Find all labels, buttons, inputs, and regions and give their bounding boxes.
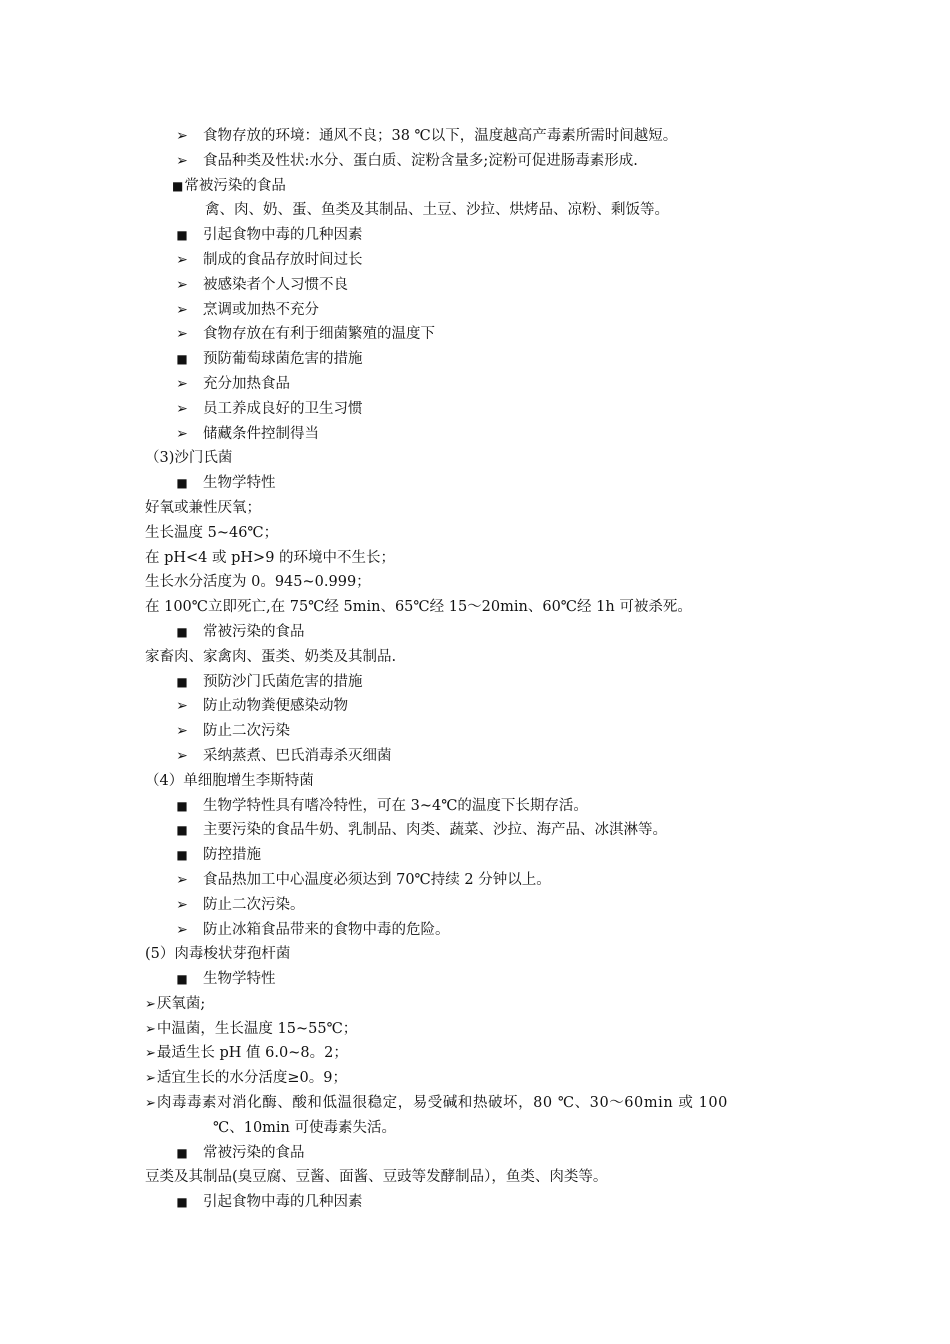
arrow-bullet-icon: ➢ [145, 1096, 156, 1112]
text-line [145, 1165, 815, 1190]
line-text: 厌氧菌; [156, 995, 206, 1012]
text-line [145, 1091, 815, 1116]
arrow-bullet-icon: ➢ [176, 400, 188, 417]
line-text: 肉毒毒素对消化酶、酸和低温很稳定，易受碱和热破坏，80 ℃、30～60min 或 100 [156, 1095, 728, 1112]
arrow-bullet-icon: ➢ [145, 1046, 156, 1062]
text-line [145, 918, 815, 943]
text-line [145, 298, 815, 323]
text-line [145, 992, 815, 1017]
square-bullet-icon: ■ [176, 352, 188, 367]
line-text: （4）单细胞增生李斯特菌 [145, 772, 314, 789]
arrow-bullet-icon: ➢ [176, 326, 188, 343]
arrow-bullet-icon: ➢ [176, 698, 188, 715]
line-text: 在 pH<4 或 pH>9 的环境中不生长； [145, 549, 396, 566]
line-text: 家畜肉、家禽肉、蛋类、奶类及其制品. [145, 648, 397, 665]
text-line [145, 893, 815, 918]
line-text: 常被污染的食品 [184, 177, 286, 194]
text-line [145, 521, 815, 546]
line-text: 防止二次污染 [203, 723, 290, 740]
line-text: 在 100℃立即死亡,在 75℃经 5min、65℃经 15～20min、60℃经 1h 可被杀死。 [145, 599, 692, 616]
line-text: 常被污染的食品 [203, 623, 305, 640]
arrow-bullet-icon: ➢ [176, 251, 188, 268]
line-text: ℃、10min 可使毒素失活。 [213, 1119, 397, 1136]
line-text: 豆类及其制品(臭豆腐、豆酱、面酱、豆豉等发酵制品），鱼类、肉类等。 [145, 1169, 608, 1186]
line-text: 生物学特性 [203, 971, 276, 988]
text-line [145, 794, 815, 819]
arrow-bullet-icon: ➢ [176, 128, 188, 144]
line-text: 生长水分活度为 0。945~0.999； [145, 574, 371, 591]
square-bullet-icon: ■ [176, 674, 188, 689]
text-line [145, 273, 815, 298]
line-text: 禽、肉、奶、蛋、鱼类及其制品、土豆、沙拉、烘烤品、凉粉、剩饭等。 [205, 202, 669, 219]
line-text: 食品热加工中心温度必须达到 70℃持续 2 分钟以上。 [203, 871, 551, 888]
text-line [145, 719, 815, 744]
line-text: 制成的食品存放时间过长 [203, 251, 363, 268]
text-line [145, 1017, 815, 1042]
square-bullet-icon: ■ [176, 624, 188, 639]
arrow-bullet-icon: ➢ [176, 301, 188, 318]
line-text: 常被污染的食品 [203, 1144, 305, 1161]
text-line [145, 1041, 815, 1066]
text-line [145, 546, 815, 571]
square-bullet-icon: ■ [176, 848, 188, 863]
line-text: 食物存放在有利于细菌繁殖的温度下 [203, 326, 435, 343]
line-text: 防止动物粪便感染动物 [203, 698, 348, 715]
arrow-bullet-icon: ➢ [145, 996, 156, 1012]
arrow-bullet-icon: ➢ [145, 1071, 156, 1087]
text-line [145, 248, 815, 273]
text-line [145, 1066, 815, 1091]
text-line [145, 471, 815, 496]
line-text: 生物学特性具有嗜冷特性，可在 3~4℃的温度下长期存活。 [203, 797, 588, 814]
text-line [145, 967, 815, 992]
line-text: 被感染者个人习惯不良 [203, 276, 348, 293]
arrow-bullet-icon: ➢ [176, 425, 188, 442]
text-line [145, 620, 815, 645]
line-text: 预防葡萄球菌危害的措施 [203, 351, 363, 368]
text-line [145, 818, 815, 843]
square-bullet-icon: ■ [176, 228, 188, 243]
line-text: 防控措施 [203, 847, 261, 864]
arrow-bullet-icon: ➢ [176, 723, 188, 740]
line-text: 食物存放的环境：通风不良；38 ℃以下，温度越高产毒素所需时间越短。 [203, 128, 678, 144]
square-bullet-icon: ■ [172, 178, 184, 193]
text-line [145, 942, 815, 967]
document-body [145, 124, 815, 1215]
text-line [145, 496, 815, 521]
line-text: 引起食物中毒的几种因素 [203, 1194, 363, 1211]
arrow-bullet-icon: ➢ [176, 871, 188, 888]
text-line [145, 1190, 815, 1215]
arrow-bullet-icon: ➢ [145, 1021, 156, 1037]
arrow-bullet-icon: ➢ [176, 747, 188, 764]
arrow-bullet-icon: ➢ [176, 276, 188, 293]
line-text: 采纳蒸煮、巴氏消毒杀灭细菌 [203, 747, 392, 764]
text-line [145, 769, 815, 794]
line-text: 好氧或兼性厌氧； [145, 499, 261, 516]
line-text: 食品种类及性状:水分、蛋白质、淀粉含量多;淀粉可促进肠毒素形成. [203, 152, 638, 169]
square-bullet-icon: ■ [176, 1145, 188, 1160]
text-line [145, 446, 815, 471]
line-text: 防止冰箱食品带来的食物中毒的危险。 [203, 921, 450, 938]
line-text: 烹调或加热不充分 [203, 301, 319, 318]
text-line [145, 124, 815, 149]
arrow-bullet-icon: ➢ [176, 152, 188, 169]
line-text: 生物学特性 [203, 475, 276, 492]
line-text: 生长温度 5~46℃； [145, 524, 279, 541]
text-line [145, 397, 815, 422]
text-line [145, 843, 815, 868]
text-line [145, 372, 815, 397]
line-text: 最适生长 pH 值 6.0~8。2； [156, 1045, 348, 1062]
line-text: 中温菌，生长温度 15~55℃； [156, 1020, 358, 1037]
text-line [145, 422, 815, 447]
text-line [145, 744, 815, 769]
text-line [145, 570, 815, 595]
line-text: （3)沙门氏菌 [145, 450, 233, 467]
text-line [145, 198, 815, 223]
arrow-bullet-icon: ➢ [176, 375, 188, 392]
text-line [145, 149, 815, 174]
square-bullet-icon: ■ [176, 823, 188, 838]
square-bullet-icon: ■ [176, 476, 188, 491]
text-line [145, 1116, 815, 1141]
arrow-bullet-icon: ➢ [176, 921, 188, 938]
text-line [145, 645, 815, 670]
line-text: 主要污染的食品牛奶、乳制品、肉类、蔬菜、沙拉、海产品、冰淇淋等。 [203, 822, 667, 839]
square-bullet-icon: ■ [176, 1195, 188, 1210]
text-line [145, 174, 815, 199]
arrow-bullet-icon: ➢ [176, 896, 188, 913]
line-text: 预防沙门氏菌危害的措施 [203, 673, 363, 690]
text-line [145, 347, 815, 372]
square-bullet-icon: ■ [176, 972, 188, 987]
text-line [145, 595, 815, 620]
line-text: (5）肉毒梭状芽孢杆菌 [145, 946, 291, 963]
text-line [145, 223, 815, 248]
line-text: 适宜生长的水分活度≥0。9； [156, 1070, 348, 1087]
text-line [145, 670, 815, 695]
line-text: 储藏条件控制得当 [203, 425, 319, 442]
line-text: 防止二次污染。 [203, 896, 305, 913]
text-line [145, 868, 815, 893]
line-text: 员工养成良好的卫生习惯 [203, 400, 363, 417]
text-line [145, 322, 815, 347]
text-line [145, 1141, 815, 1166]
line-text: 充分加热食品 [203, 375, 290, 392]
square-bullet-icon: ■ [176, 798, 188, 813]
text-line [145, 694, 815, 719]
line-text: 引起食物中毒的几种因素 [203, 227, 363, 244]
